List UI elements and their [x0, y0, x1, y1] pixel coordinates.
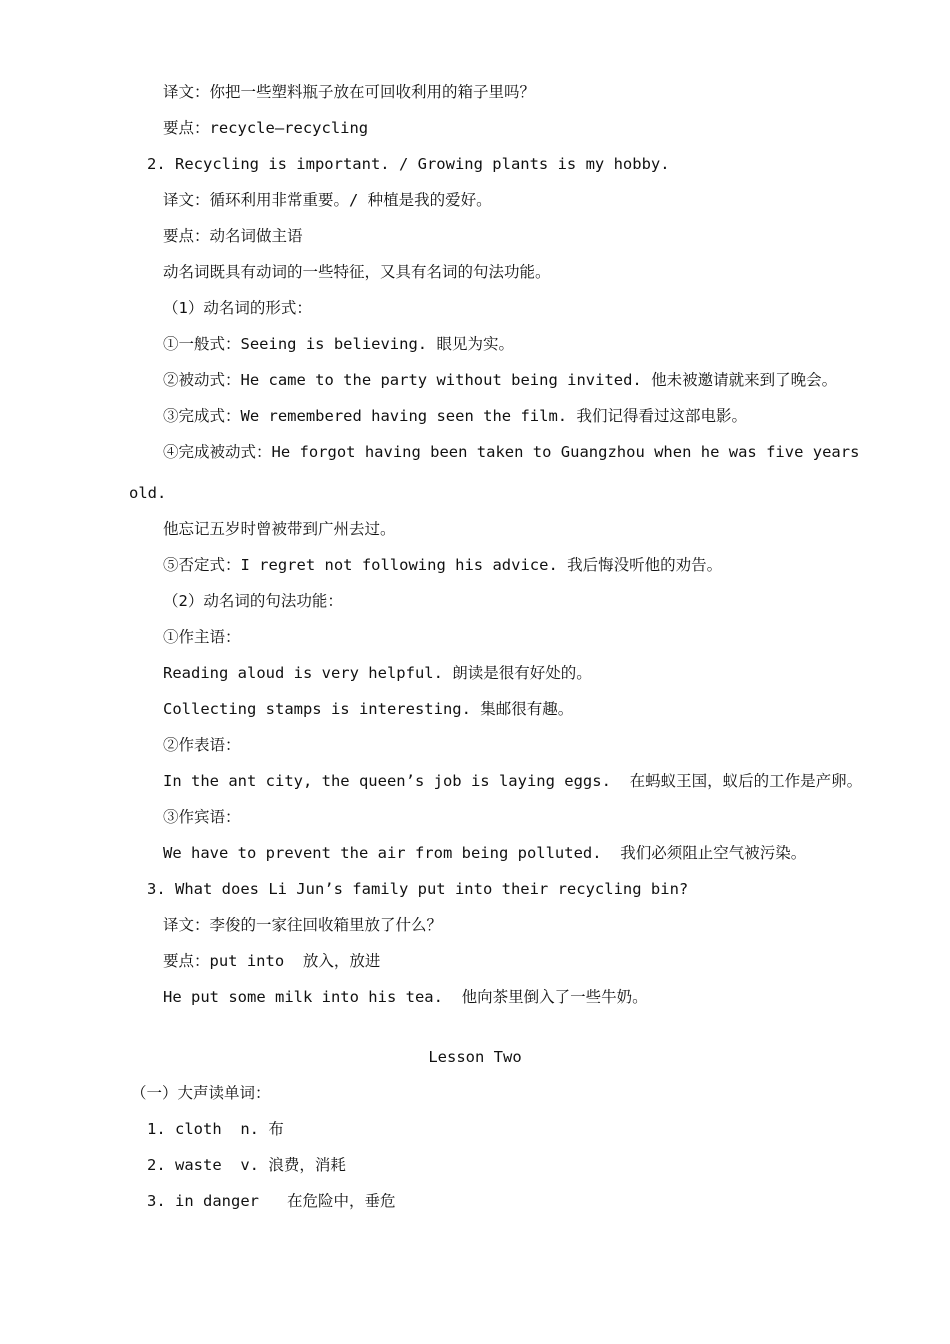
example-line: Collecting stamps is interesting. 集邮很有趣。	[163, 700, 574, 718]
translation-line: 译文：循环利用非常重要。/ 种植是我的爱好。	[163, 191, 492, 209]
translation-line: 他忘记五岁时曾被带到广州去过。	[163, 520, 396, 538]
explanation-line: 动名词既具有动词的一些特征，又具有名词的句法功能。	[163, 263, 551, 281]
example-line: ①一般式：Seeing is believing. 眼见为实。	[163, 335, 514, 353]
key-point-line: 要点：put into 放入，放进	[163, 952, 381, 970]
wrapped-line: old.	[129, 484, 167, 502]
example-line: We have to prevent the air from being polluted. 我们必须阻止空气被污染。	[163, 844, 807, 862]
numbered-sentence: 3. What does Li Jun’s family put into their recycling bin?	[147, 880, 689, 898]
key-point-line: 要点：recycle—recycling	[163, 119, 369, 137]
function-label: ②作表语：	[163, 736, 241, 754]
vocabulary-item: 2. waste v. 浪费，消耗	[147, 1156, 346, 1174]
vocabulary-item: 3. in danger 在危险中，垂危	[147, 1192, 396, 1210]
numbered-sentence: 2. Recycling is important. / Growing plants is my hobby.	[147, 155, 670, 173]
translation-line: 译文：你把一些塑料瓶子放在可回收利用的箱子里吗？	[163, 83, 536, 101]
example-line: ③完成式：We remembered having seen the film. 我们记得看过这部电影。	[163, 407, 747, 425]
lesson-title: Lesson Two	[428, 1048, 522, 1066]
example-line: He put some milk into his tea. 他向茶里倒入了一些牛奶。	[163, 988, 648, 1006]
example-line: ④完成被动式：He forgot having been taken to Guangzhou when he was five years	[163, 443, 860, 461]
vocabulary-item: 1. cloth n. 布	[147, 1120, 284, 1138]
function-label: ③作宾语：	[163, 808, 241, 826]
section-heading: （一）大声读单词：	[131, 1084, 271, 1102]
example-line: ⑤否定式：I regret not following his advice. 我后悔没听他的劝告。	[163, 556, 723, 574]
function-label: ①作主语：	[163, 628, 241, 646]
subheading: （1）动名词的形式：	[163, 299, 312, 317]
translation-line: 译文：李俊的一家往回收箱里放了什么？	[163, 916, 443, 934]
example-line: ②被动式：He came to the party without being invited. 他未被邀请就来到了晚会。	[163, 371, 838, 389]
example-line: Reading aloud is very helpful. 朗读是很有好处的。	[163, 664, 592, 682]
example-line: In the ant city, the queen’s job is laying eggs. 在蚂蚁王国，蚁后的工作是产卵。	[163, 772, 863, 790]
subheading: （2）动名词的句法功能：	[163, 592, 343, 610]
key-point-line: 要点：动名词做主语	[163, 227, 303, 245]
